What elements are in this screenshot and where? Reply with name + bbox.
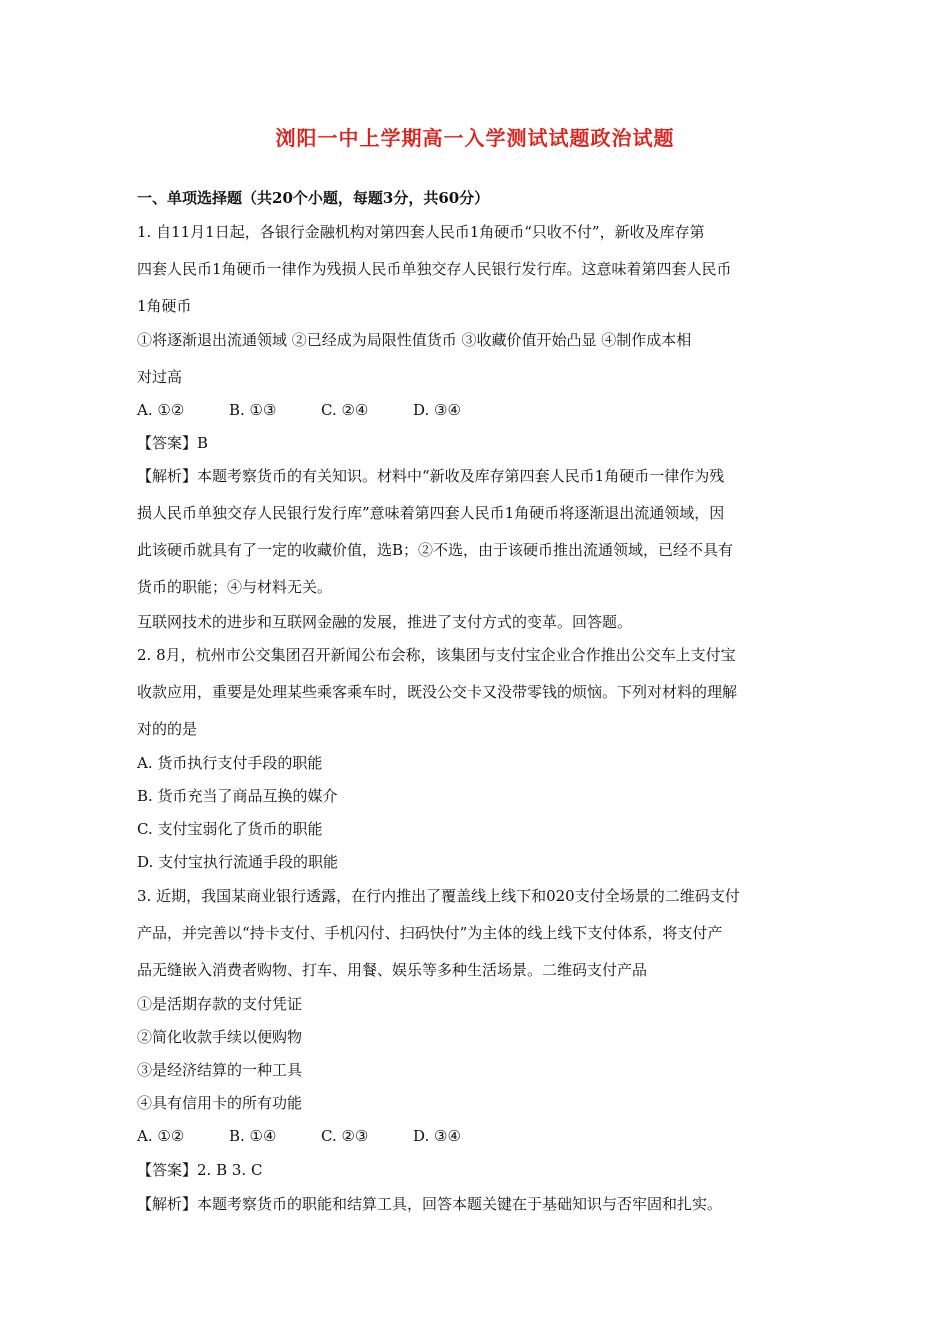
q2-option-d: D. 支付宝执行流通手段的职能 <box>137 853 339 871</box>
q1-statements-line-1: ①将逐渐退出流通领域 ②已经成为局限性值货币 ③收藏价值开始凸显 ④制作成本相 <box>137 331 692 349</box>
q3-statement-3: ③是经济结算的一种工具 <box>137 1061 303 1079</box>
q1-answer: 【答案】B <box>137 434 209 452</box>
q2-option-a: A. 货币执行支付手段的职能 <box>137 754 323 772</box>
q3-options <box>137 1126 817 1146</box>
q2-q3-answer: 【答案】2. B 3. C <box>137 1161 263 1179</box>
q1-option-b: B. ①③ <box>229 401 277 419</box>
section-heading: 一、单项选择题（共20个小题，每题3分，共60分） <box>137 189 490 207</box>
intro-q2-q3: 互联网技术的进步和互联网金融的发展，推进了支付方式的变革。回答题。 <box>137 613 633 631</box>
q2-stem-line-3: 对的的是 <box>137 720 198 738</box>
q2-option-b: B. 货币充当了商品互换的媒介 <box>137 787 338 805</box>
q1-option-c: C. ②④ <box>321 401 369 419</box>
q1-option-d: D. ③④ <box>413 401 461 419</box>
q1-analysis-line-3: 此该硬币就具有了一定的收藏价值，选B；②不选，由于该硬币推出流通领域，已经不具有 <box>137 541 734 559</box>
q1-analysis-line-4: 货币的职能；④与材料无关。 <box>137 578 333 596</box>
q2-stem-line-1: 2. 8月，杭州市公交集团召开新闻公布会称，该集团与支付宝企业合作推出公交车上支付宝 <box>137 646 736 664</box>
q2-q3-analysis: 【解析】本题考察货币的职能和结算工具，回答本题关键在于基础知识与否牢固和扎实。 <box>137 1195 723 1213</box>
q1-option-a: A. ①② <box>137 401 185 419</box>
q3-option-b: B. ①④ <box>229 1127 277 1145</box>
q1-options <box>137 400 817 420</box>
q1-analysis-line-1: 【解析】本题考察货币的有关知识。材料中“新收及库存第四套人民币1角硬币一律作为残 <box>137 467 725 485</box>
q3-stem-line-3: 品无缝嵌入消费者购物、打车、用餐、娱乐等多种生活场景。二维码支付产品 <box>137 961 648 979</box>
q3-option-a: A. ①② <box>137 1127 185 1145</box>
page-title: 浏阳一中上学期高一入学测试试题政治试题 <box>275 126 675 150</box>
q3-statement-1: ①是活期存款的支付凭证 <box>137 995 303 1013</box>
q2-option-c: C. 支付宝弱化了货币的职能 <box>137 820 323 838</box>
q1-stem-line-2: 四套人民币1角硬币一律作为残损人民币单独交存人民银行发行库。这意味着第四套人民币 <box>137 260 732 278</box>
q3-stem-line-1: 3. 近期，我国某商业银行透露，在行内推出了覆盖线上线下和020支付全场景的二维码支付 <box>137 887 740 905</box>
q2-stem-line-2: 收款应用，重要是处理某些乘客乘车时，既没公交卡又没带零钱的烦恼。下列对材料的理解 <box>137 683 738 701</box>
q1-analysis-line-2: 损人民币单独交存人民银行发行库”意味着第四套人民币1角硬币将逐渐退出流通领域，因 <box>137 504 725 522</box>
q3-statement-4: ④具有信用卡的所有功能 <box>137 1094 303 1112</box>
q3-statement-2: ②简化收款手续以便购物 <box>137 1028 303 1046</box>
q3-option-d: D. ③④ <box>413 1127 461 1145</box>
q3-stem-line-2: 产品，并完善以“持卡支付、手机闪付、扫码快付”为主体的线上线下支付体系，将支付产 <box>137 924 723 942</box>
q1-statements-line-2: 对过高 <box>137 368 183 386</box>
q3-option-c: C. ②③ <box>321 1127 369 1145</box>
q1-stem-line-3: 1角硬币 <box>137 297 192 315</box>
q1-stem-line-1: 1. 自11月1日起，各银行金融机构对第四套人民币1角硬币“只收不付”，新收及库存第 <box>137 223 705 241</box>
